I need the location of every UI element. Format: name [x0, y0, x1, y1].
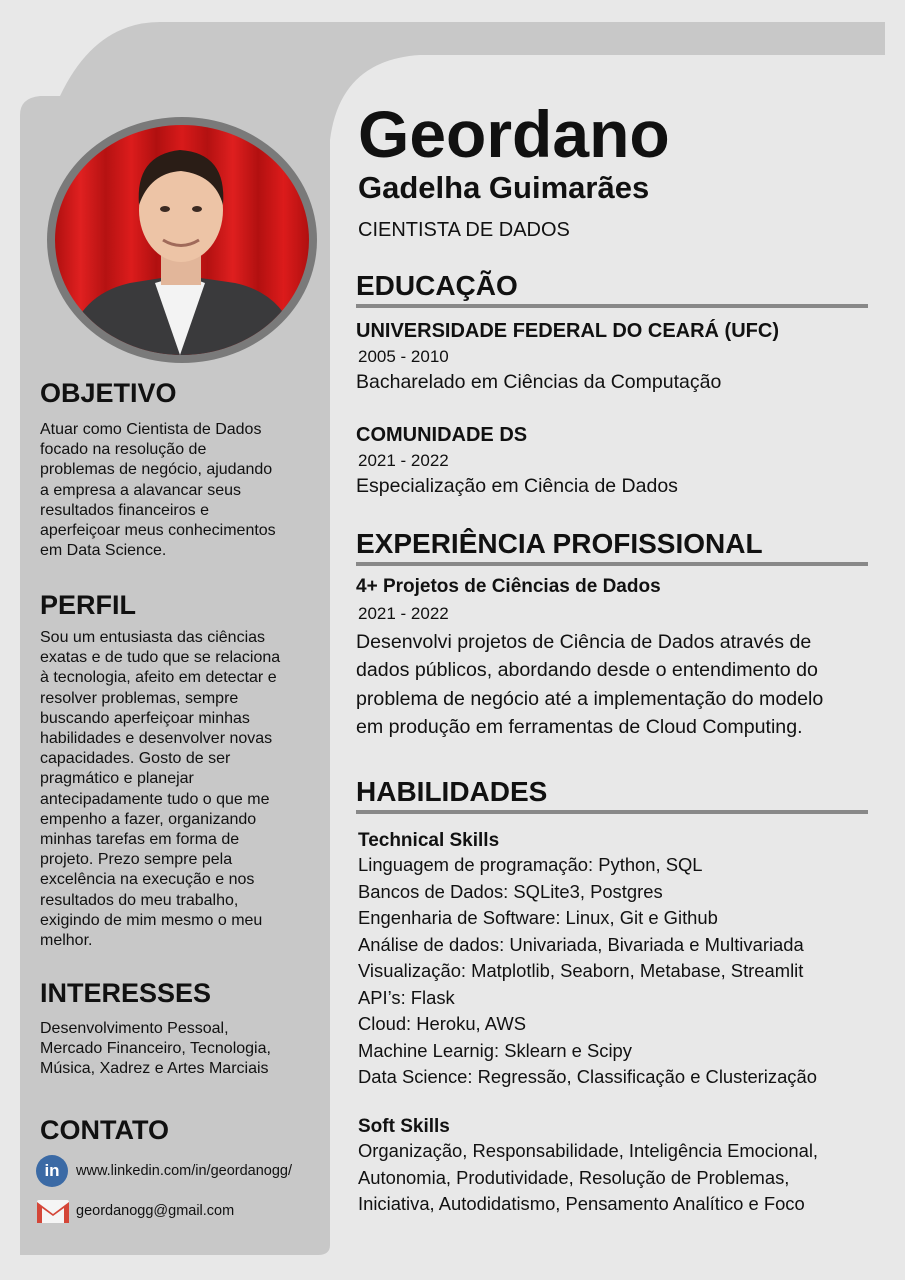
last-name: Gadelha Guimarães [358, 170, 650, 205]
skill-item: Data Science: Regressão, Classificação e Clusterização [358, 1066, 817, 1087]
interests-line: Desenvolvimento Pessoal, [40, 1020, 229, 1037]
gmail-icon [36, 1197, 70, 1225]
linkedin-contact[interactable] [36, 1155, 292, 1187]
profile-line: exatas e de tudo que se relaciona [40, 649, 281, 667]
interests-line: Mercado Financeiro, Tecnologia, [40, 1040, 271, 1058]
skill-item: Análise de dados: Univariada, Bivariada e Multivariada [358, 933, 804, 955]
skill-item: Visualização: Matplotlib, Seaborn, Metabase, Streamlit [358, 960, 804, 981]
experience-line: em produção em ferramentas de Cloud Computing. [356, 715, 803, 738]
skill-item: Iniciativa, Autodidatismo, Pensamento Analítico e Foco [358, 1193, 805, 1214]
experience-period: 2021 - 2022 [358, 604, 449, 623]
profile-line: projeto. Prezo sempre pela [40, 851, 233, 869]
experience-description [356, 628, 868, 741]
portrait-image [55, 125, 309, 355]
education-degree: Especialização em Ciência de Dados [356, 475, 678, 497]
objective-line: aperfeiçoar meus conhecimentos [40, 522, 276, 540]
objective-line: problemas de negócio, ajudando [40, 461, 273, 479]
linkedin-link[interactable]: www.linkedin.com/in/geordanogg/ [76, 1163, 293, 1179]
profile-line: resolver problemas, sempre [40, 689, 239, 707]
education-period: 2005 - 2010 [358, 347, 449, 366]
experience-title: EXPERIÊNCIA PROFISSIONAL [356, 528, 868, 566]
education-degree: Bacharelado em Ciências da Computação [356, 371, 722, 393]
profile-photo [47, 117, 317, 363]
soft-skills [358, 1116, 870, 1218]
technical-skills-title: Technical Skills [358, 830, 500, 851]
profile-line: empenho a fazer, organizando [40, 810, 257, 828]
institution-name: COMUNIDADE DS [356, 424, 528, 446]
objective-line: a empresa a alavancar seus [40, 481, 241, 499]
profile-line: buscando aperfeiçoar minhas [40, 709, 250, 727]
contact-title: CONTATO [40, 1115, 169, 1145]
profile-line: pragmático e planejar [40, 770, 194, 788]
objective-line: Atuar como Cientista de Dados [40, 421, 262, 438]
email-contact[interactable] [36, 1197, 234, 1225]
objective-line: resultados financeiros e [40, 501, 209, 519]
objective-text [40, 420, 308, 561]
interests-title: INTERESSES [40, 978, 212, 1008]
skill-item: Bancos de Dados: SQLite3, Postgres [358, 880, 663, 902]
education-title: EDUCAÇÃO [356, 270, 868, 308]
profile-line: minhas tarefas em forma de [40, 831, 240, 849]
interests-line: Música, Xadrez e Artes Marciais [40, 1060, 269, 1078]
objective-line: focado na resolução de [40, 441, 207, 459]
profile-line: excelência na execução e nos [40, 871, 255, 889]
linkedin-icon [36, 1155, 68, 1187]
experience-line: dados públicos, abordando desde o entendimento do [356, 659, 818, 682]
education-period: 2021 - 2022 [358, 451, 449, 470]
education-item-ufc [356, 320, 868, 394]
experience-line: problema de negócio até a implementação do modelo [356, 687, 824, 710]
job-title: CIENTISTA DE DADOS [358, 219, 570, 241]
profile-line: exigindo de mim mesmo o meu [40, 911, 263, 929]
soft-skills-title: Soft Skills [358, 1116, 450, 1137]
skills-title: HABILIDADES [356, 776, 868, 814]
skill-item: Machine Learnig: Sklearn e Scipy [358, 1039, 632, 1061]
skill-item: Linguagem de programação: Python, SQL [358, 854, 703, 875]
skill-item: Organização, Responsabilidade, Inteligência Emocional, [358, 1140, 819, 1161]
institution-name: UNIVERSIDADE FEDERAL DO CEARÁ (UFC) [356, 320, 779, 342]
interests-text [40, 1019, 308, 1080]
experience-item [356, 576, 868, 741]
skill-item: Engenharia de Software: Linux, Git e Github [358, 907, 718, 928]
skill-item: Autonomia, Produtividade, Resolução de Problemas, [358, 1166, 790, 1188]
education-item-ds [356, 424, 868, 498]
linkedin-badge-text: in [44, 1161, 60, 1180]
objective-line: em Data Science. [40, 542, 167, 560]
profile-line: capacidades. Gosto de ser [40, 750, 231, 768]
technical-skills [358, 830, 870, 1091]
profile-line: antecipadamente tudo o que me [40, 790, 270, 808]
profile-line: resultados do meu trabalho, [40, 891, 239, 909]
email-link[interactable]: geordanogg@gmail.com [76, 1203, 235, 1219]
profile-line: Sou um entusiasta das ciências [40, 629, 266, 646]
first-name: Geordano [358, 97, 670, 171]
profile-line: habilidades e desenvolver novas [40, 730, 273, 748]
profile-text [40, 628, 308, 951]
skill-item: API’s: Flask [358, 986, 455, 1008]
profile-line: melhor. [40, 932, 93, 950]
profile-line: à tecnologia, afeito em detectar e [40, 669, 277, 687]
objective-title: OBJETIVO [40, 378, 177, 408]
experience-role: 4+ Projetos de Ciências de Dados [356, 576, 661, 597]
experience-line: Desenvolvi projetos de Ciência de Dados através de [356, 631, 812, 653]
profile-title: PERFIL [40, 590, 137, 620]
skill-item: Cloud: Heroku, AWS [358, 1013, 526, 1034]
